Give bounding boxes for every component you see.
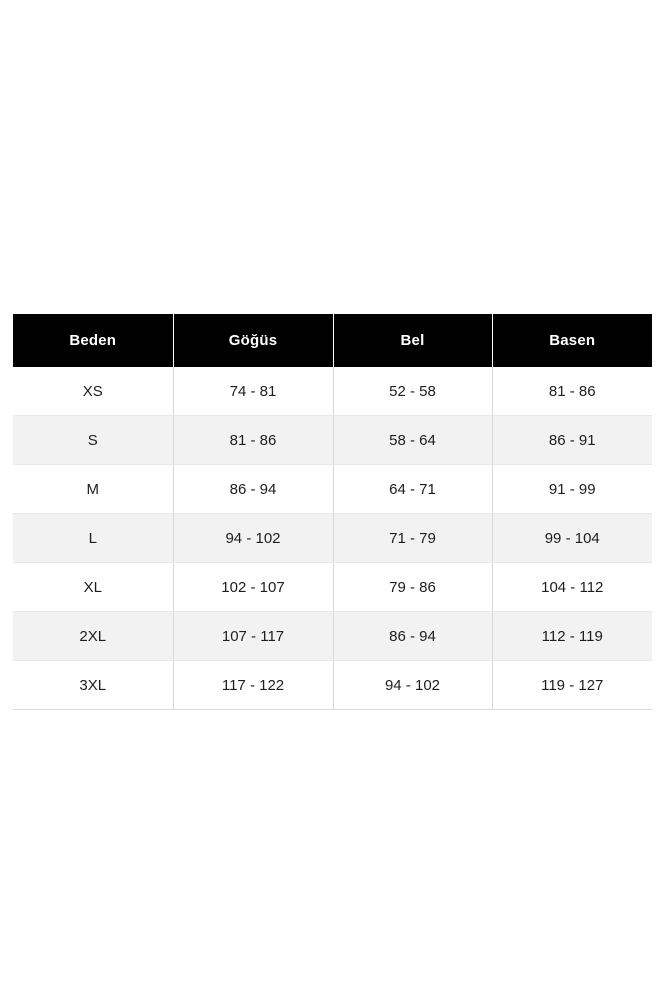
- cell-bel: 94 - 102: [333, 661, 492, 710]
- cell-bel: 58 - 64: [333, 416, 492, 465]
- cell-basen: 119 - 127: [492, 661, 652, 710]
- table-row: [13, 514, 652, 563]
- cell-bel: 71 - 79: [333, 514, 492, 563]
- cell-bel: 86 - 94: [333, 612, 492, 661]
- cell-bel: 52 - 58: [333, 367, 492, 416]
- cell-gogus: 102 - 107: [173, 563, 333, 612]
- column-header-bel: Bel: [333, 314, 492, 367]
- cell-basen: 91 - 99: [492, 465, 652, 514]
- cell-basen: 86 - 91: [492, 416, 652, 465]
- table-header: [13, 314, 652, 367]
- cell-beden: 3XL: [13, 661, 173, 710]
- cell-beden: XS: [13, 367, 173, 416]
- cell-bel: 64 - 71: [333, 465, 492, 514]
- cell-basen: 81 - 86: [492, 367, 652, 416]
- table-row: [13, 563, 652, 612]
- cell-beden: L: [13, 514, 173, 563]
- cell-gogus: 86 - 94: [173, 465, 333, 514]
- cell-basen: 99 - 104: [492, 514, 652, 563]
- table-row: [13, 367, 652, 416]
- cell-basen: 112 - 119: [492, 612, 652, 661]
- cell-gogus: 94 - 102: [173, 514, 333, 563]
- cell-gogus: 74 - 81: [173, 367, 333, 416]
- column-header-basen: Basen: [492, 314, 652, 367]
- cell-beden: 2XL: [13, 612, 173, 661]
- column-header-gogus: Göğüs: [173, 314, 333, 367]
- table-header-row: [13, 314, 652, 367]
- table-row: [13, 416, 652, 465]
- table-row: [13, 612, 652, 661]
- size-chart-table: [13, 314, 652, 710]
- cell-beden: S: [13, 416, 173, 465]
- size-chart: [13, 314, 652, 710]
- cell-beden: M: [13, 465, 173, 514]
- cell-basen: 104 - 112: [492, 563, 652, 612]
- cell-beden: XL: [13, 563, 173, 612]
- cell-gogus: 117 - 122: [173, 661, 333, 710]
- column-header-beden: Beden: [13, 314, 173, 367]
- cell-gogus: 107 - 117: [173, 612, 333, 661]
- cell-gogus: 81 - 86: [173, 416, 333, 465]
- table-row: [13, 465, 652, 514]
- table-row: [13, 661, 652, 710]
- table-body: [13, 367, 652, 710]
- cell-bel: 79 - 86: [333, 563, 492, 612]
